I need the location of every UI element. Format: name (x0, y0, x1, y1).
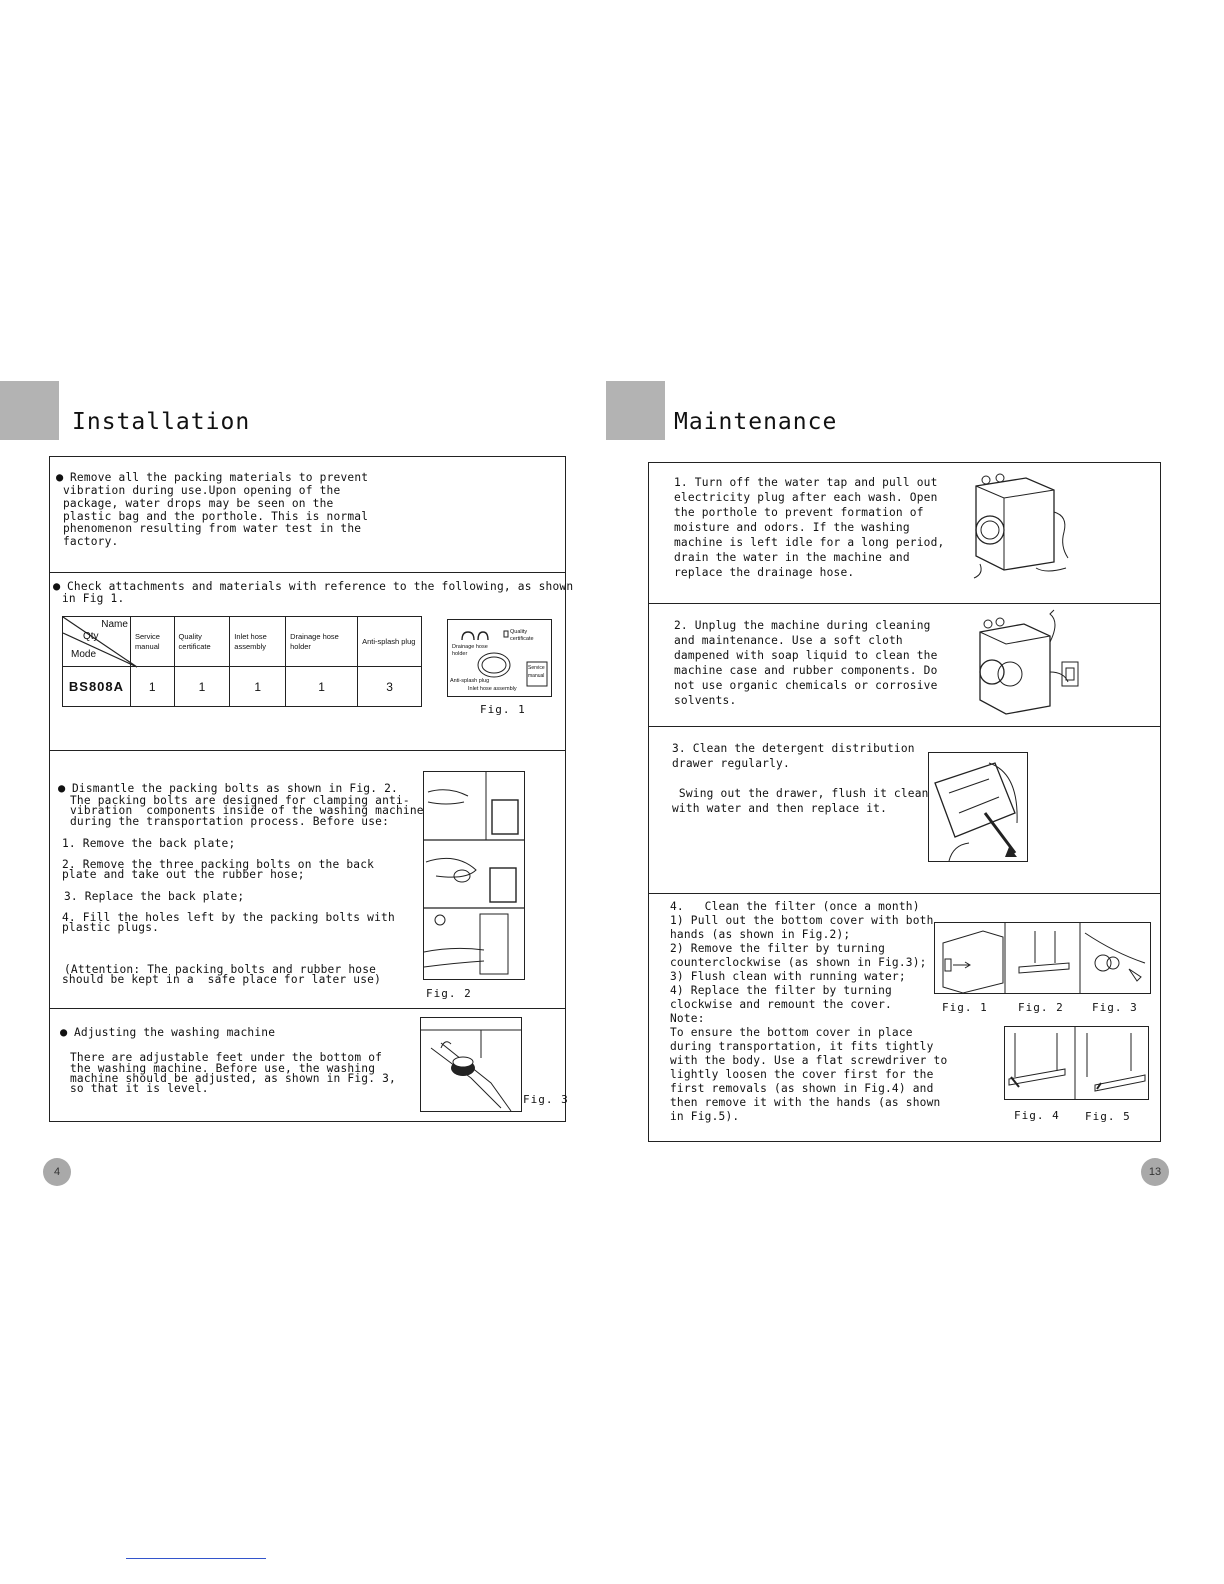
item2-line: not use organic chemicals or corrosive (674, 679, 938, 692)
divider (648, 893, 1161, 894)
bullet-icon: ● (58, 781, 66, 795)
table-cell: 1 (174, 667, 230, 707)
divider (49, 750, 566, 751)
block1-line: factory. (63, 535, 119, 548)
washing-machine-cartoon-1 (966, 472, 1078, 584)
fig-item-service: Service manual (528, 665, 545, 679)
block1-line: Remove all the packing materials to prevent (70, 471, 369, 484)
item1-line: the porthole to prevent formation of (674, 506, 924, 519)
bolts-step: plate and take out the rubber hose; (62, 868, 305, 881)
detergent-drawer-figure (928, 752, 1028, 862)
adjusting-line: machine should be adjusted, as shown in Fig. 3, (70, 1072, 396, 1085)
filter-figures-bottom (1004, 1026, 1149, 1100)
bullet-icon: ● (53, 579, 61, 593)
bullet-icon: ● (56, 470, 64, 484)
item1-line: drain the water in the machine and (674, 551, 910, 564)
corner-mode: Mode (71, 649, 97, 660)
corner-qty: Qty (83, 631, 99, 642)
page-number-left: 4 (43, 1158, 71, 1186)
item1-line: moisture and odors. If the washing (674, 521, 910, 534)
fig2-label: Fig. 2 (426, 987, 472, 1000)
bolts-step: 4. Fill the holes left by the packing bolts with (62, 911, 395, 924)
installation-title: Installation (72, 409, 251, 435)
item4-line: To ensure the bottom cover in place (670, 1026, 913, 1039)
table-cell: 1 (286, 667, 358, 707)
bolts-intro: during the transportation process. Before use: (70, 815, 390, 828)
block1-line: package, water drops may be seen on the (63, 497, 334, 510)
divider (49, 1008, 566, 1009)
filter-fig3-label: Fig. 3 (1092, 1001, 1138, 1014)
item1-line: 1. Turn off the water tap and pull out (674, 476, 938, 489)
item2-line: 2. Unplug the machine during cleaning (674, 619, 931, 632)
adjusting-line: the washing machine. Before use, the washing (70, 1062, 376, 1075)
table-header: Inlet hose assembly (230, 617, 286, 667)
packing-bolts-figure (423, 771, 525, 980)
fig-item-quality: Quality certificate (510, 629, 534, 642)
attachments-table (62, 616, 422, 707)
item4-line: clockwise and remount the cover. (670, 998, 892, 1011)
fig-item-drainage: Drainage hose holder (452, 644, 488, 657)
item4-line: 2) Remove the filter by turning (670, 942, 885, 955)
item4-line: in Fig.5). (670, 1110, 740, 1123)
divider (648, 603, 1161, 604)
bolts-intro: Dismantle the packing bolts as shown in Fig. 2. (72, 782, 398, 795)
item2-line: machine case and rubber components. Do (674, 664, 938, 677)
item4-line: during transportation, it fits tightly (670, 1040, 934, 1053)
block1-line: phenomenon resulting from water test in the (63, 522, 362, 535)
table-cell: 1 (130, 667, 174, 707)
bolts-attention: (Attention: The packing bolts and rubber hose (64, 963, 377, 976)
item4-line: counterclockwise (as shown in Fig.3); (670, 956, 927, 969)
filter-steps-illustration (935, 923, 1150, 993)
item3-line: drawer regularly. (672, 757, 790, 770)
item1-line: electricity plug after each wash. Open (674, 491, 938, 504)
filter-figures-top (934, 922, 1151, 994)
adjusting-line: so that it is level. (70, 1082, 209, 1095)
block1-line: vibration during use.Upon opening of the (63, 484, 341, 497)
bolts-step: plastic plugs. (62, 921, 160, 934)
fig1-label: Fig. 1 (480, 703, 526, 716)
attachments-intro: in Fig 1. (62, 592, 125, 605)
page-number-right: 13 (1141, 1158, 1169, 1186)
table-header: Drainage hose holder (286, 617, 358, 667)
item4-line: 1) Pull out the bottom cover with both (670, 914, 934, 927)
corner-name: Name (101, 619, 128, 630)
washing-machine-cartoon-2 (970, 612, 1090, 722)
adjusting-line: There are adjustable feet under the bottom of (70, 1051, 383, 1064)
table-header: Anti-splash plug (358, 617, 422, 667)
item4-line: 4. Clean the filter (once a month) (670, 900, 920, 913)
filter-fig4-label: Fig. 4 (1014, 1109, 1060, 1122)
bolts-step: 3. Replace the back plate; (64, 890, 245, 903)
divider (49, 572, 566, 573)
packing-bolts-illustration (424, 772, 524, 979)
table-cell: 1 (230, 667, 286, 707)
left-header-tab (0, 381, 59, 440)
item4-line: Note: (670, 1012, 705, 1025)
item2-line: solvents. (674, 694, 737, 707)
item2-line: and maintenance. Use a soft cloth (674, 634, 903, 647)
table-header: Service manual (130, 617, 174, 667)
accessories-figure (447, 619, 552, 697)
adjusting-heading: Adjusting the washing machine (74, 1026, 276, 1039)
right-header-tab (606, 381, 665, 440)
maintenance-title: Maintenance (674, 409, 838, 435)
table-corner-cell (63, 617, 131, 667)
item4-line: hands (as shown in Fig.2); (670, 928, 851, 941)
item2-line: dampened with soap liquid to clean the (674, 649, 938, 662)
attachments-intro: Check attachments and materials with reference to the following, as shown (67, 580, 574, 593)
filter-fig2-label: Fig. 2 (1018, 1001, 1064, 1014)
item1-line: machine is left idle for a long period, (674, 536, 945, 549)
item4-line: with the body. Use a flat screwdriver to (670, 1054, 948, 1067)
table-model-cell: BS808A (63, 667, 131, 707)
bolts-attention: should be kept in a safe place for later use) (62, 973, 382, 986)
item3-line: with water and then replace it. (672, 802, 887, 815)
fig3-label: Fig. 3 (523, 1093, 569, 1106)
item4-line: 3) Flush clean with running water; (670, 970, 906, 983)
item4-line: 4) Replace the filter by turning (670, 984, 892, 997)
cover-removal-illustration (1005, 1027, 1148, 1099)
bolts-intro: The packing bolts are designed for clamping anti- (70, 794, 410, 807)
filter-fig1-label: Fig. 1 (942, 1001, 988, 1014)
item4-line: first removals (as shown in Fig.4) and (670, 1082, 934, 1095)
block1-line: plastic bag and the porthole. This is normal (63, 510, 369, 523)
table-header: Quality certificate (174, 617, 230, 667)
bolts-step: 2. Remove the three packing bolts on the back (62, 858, 375, 871)
fig-item-inlet: Inlet hose assembly (468, 686, 517, 692)
footnote-rule (126, 1558, 266, 1559)
bolts-step: 1. Remove the back plate; (62, 837, 236, 850)
item4-line: then remove it with the hands (as shown (670, 1096, 941, 1109)
item4-line: lightly loosen the cover first for the (670, 1068, 934, 1081)
fig-item-antisplash: Anti-splash plug (450, 678, 490, 684)
detergent-drawer-illustration (929, 753, 1027, 861)
item3-line: Swing out the drawer, flush it clean (672, 787, 929, 800)
table-cell: 3 (358, 667, 422, 707)
divider (648, 726, 1161, 727)
filter-fig5-label: Fig. 5 (1085, 1110, 1131, 1123)
bolts-intro: vibration components inside of the washing machine (70, 804, 424, 817)
item3-line: 3. Clean the detergent distribution (672, 742, 915, 755)
bullet-icon: ● (60, 1025, 68, 1039)
feet-figure (420, 1017, 522, 1112)
feet-illustration (421, 1018, 521, 1111)
item1-line: replace the drainage hose. (674, 566, 855, 579)
